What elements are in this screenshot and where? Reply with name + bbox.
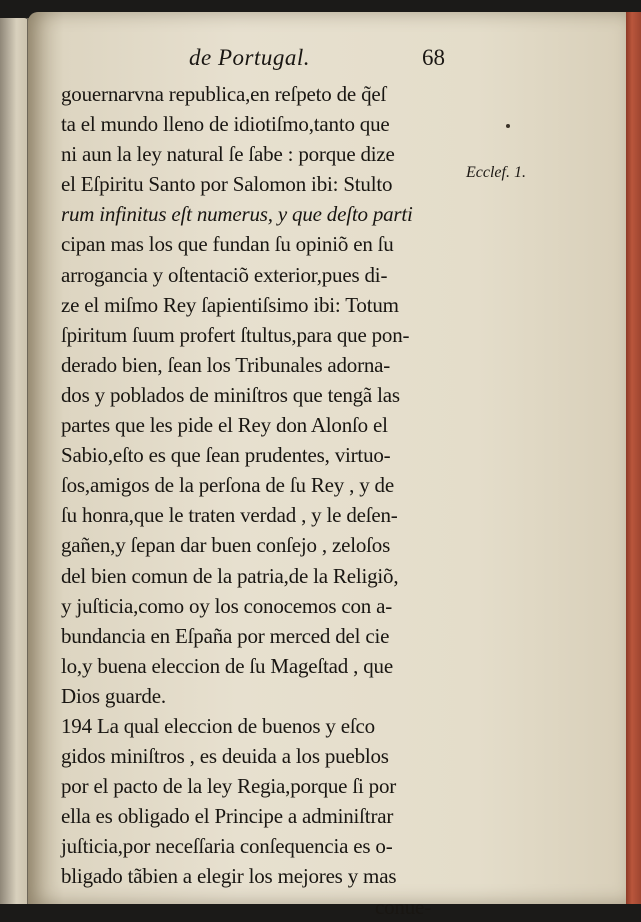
text-line: arrogancia y oſtentaciõ exterior,pues di- xyxy=(61,262,388,287)
text-line: lo,y buena eleccion de ſu Mageſtad , que xyxy=(61,653,393,678)
text-line: ni aun la ley natural ſe ſabe : porque dize xyxy=(61,142,395,167)
text-line: rum infinitus eſt numerus, y que deſto parti xyxy=(61,202,413,227)
facing-page-edge xyxy=(0,18,30,904)
text-line: ſu honra,que le traten verdad , y le deſen- xyxy=(61,503,398,528)
text-line: juſticia,por neceſſaria conſequencia es o- xyxy=(61,834,393,859)
page-number: 68 xyxy=(422,45,445,70)
text-line: cipan mas los que fundan ſu opiniõ en ſu xyxy=(61,232,394,257)
ink-mark xyxy=(506,124,510,128)
catchword: conue- xyxy=(375,894,431,919)
text-line: ſos,amigos de la perſona de ſu Rey , y de xyxy=(61,473,394,498)
text-line: el Eſpiritu Santo por Salomon ibi: Stulto xyxy=(61,172,393,197)
text-line: por el pacto de la ley Regia,porque ſi por xyxy=(61,774,397,799)
text-line: ſpiritum ſuum profert ſtultus,para que pon- xyxy=(61,322,410,347)
text-line: partes que les pide el Rey don Alonſo el xyxy=(61,413,388,438)
text-line: gouernarvna republica,en reſpeto de q̃eſ xyxy=(61,82,387,106)
running-head: de Portugal. xyxy=(189,45,310,70)
text-line: Dios guarde. xyxy=(61,683,166,708)
text-line: derado bien, ſean los Tribunales adorna- xyxy=(61,352,391,377)
text-line: dos y poblados de miniſtros que tengã las xyxy=(61,382,400,407)
text-line: gidos miniſtros , es deuida a los pueblos xyxy=(61,744,389,769)
text-line: ella es obligado el Principe a adminiſtrar xyxy=(61,804,394,829)
page-header xyxy=(189,45,479,77)
text-line: bundancia en Eſpaña por merced del cie xyxy=(61,623,390,648)
text-line: ta el mundo lleno de idiotiſmo,tanto que xyxy=(61,112,390,137)
text-line: 194 La qual eleccion de buenos y eſco xyxy=(61,713,375,738)
text-line: ze el miſmo Rey ſapientiſsimo ibi: Totum xyxy=(61,292,399,317)
text-line: del bien comun de la patria,de la Religiõ, xyxy=(61,563,399,588)
margin-citation: Ecclef. 1. xyxy=(466,164,526,181)
book-edge-ribbon xyxy=(626,12,641,904)
body-text xyxy=(61,79,461,922)
text-line: y juſticia,como oy los conocemos con a- xyxy=(61,593,393,618)
text-line: bligado tãbien a elegir los mejores y mas xyxy=(61,864,397,889)
text-line: Sabio,eſto es que ſean prudentes, virtuo- xyxy=(61,443,391,468)
text-line: gañen,y ſepan dar buen conſejo , zeloſos xyxy=(61,533,391,558)
